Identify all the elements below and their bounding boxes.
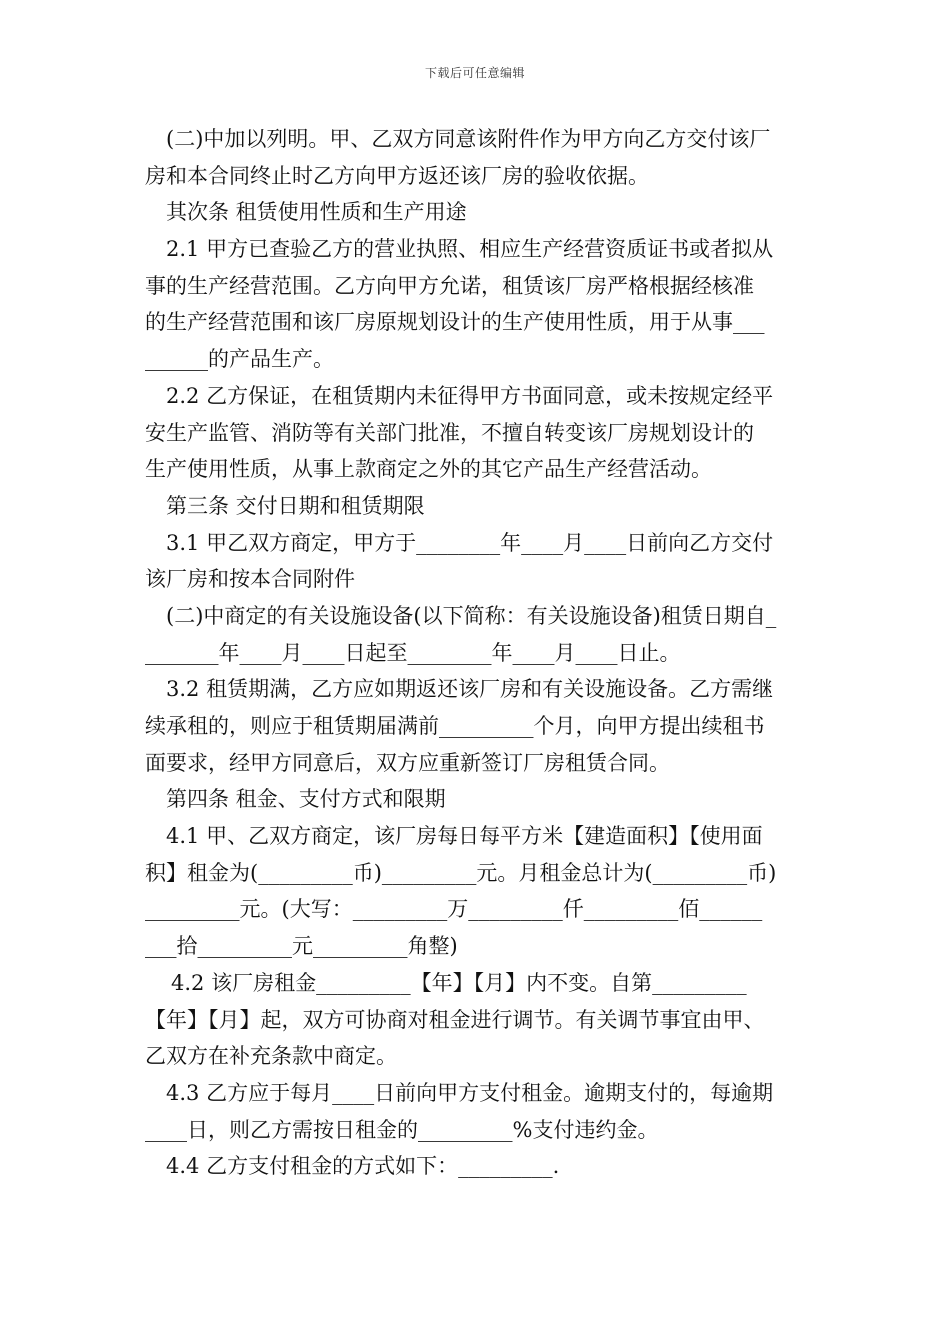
- document-line: 4.3 乙方应于每月____日前向甲方支付租金。逾期支付的，每逾期: [166, 1080, 774, 1105]
- document-line: 4.1 甲、乙双方商定，该厂房每日每平方米【建造面积】【使用面: [166, 824, 763, 849]
- document-line: (二)中商定的有关设施设备(以下简称：有关设施设备)租赁日期自_: [166, 603, 777, 628]
- document-line: ___拾_________元_________角整): [145, 934, 458, 959]
- document-body: [145, 121, 810, 1185]
- document-line: 4.4 乙方支付租金的方式如下：_________.: [166, 1154, 560, 1179]
- document-line: 面要求，经甲方同意后，双方应重新签订厂房租赁合同。: [145, 750, 670, 775]
- document-line: 2.2 乙方保证，在租赁期内未征得甲方书面同意，或未按规定经平: [166, 383, 774, 408]
- document-line: 积】租金为(_________币)_________元。月租金总计为(_________币): [145, 860, 777, 885]
- document-line: _______年____月____日起至________年____月____日止。: [145, 640, 681, 665]
- document-line: 4.2 该厂房租金_________【年】【月】内不变。自第_________: [171, 970, 747, 995]
- document-line: 生产使用性质，从事上款商定之外的其它产品生产经营活动。: [145, 457, 712, 482]
- document-line: 3.1 甲乙双方商定，甲方于________年____月____日前向乙方交付: [166, 530, 774, 555]
- document-line: ____日，则乙方需按日租金的_________%支付违约金。: [145, 1117, 659, 1142]
- document-line: 的生产经营范围和该厂房原规划设计的生产使用性质，用于从事___: [145, 310, 765, 335]
- document-line: 2.1 甲方已查验乙方的营业执照、相应生产经营资质证书或者拟从: [166, 237, 774, 262]
- document-line: 该厂房和按本合同附件: [145, 567, 355, 592]
- document-line: 续承租的，则应于租赁期届满前_________个月，向甲方提出续租书: [145, 714, 765, 738]
- document-line: 安生产监管、消防等有关部门批准，不擅自转变该厂房规划设计的: [145, 420, 754, 445]
- document-line: 【年】【月】起，双方可协商对租金进行调节。有关调节事宜由甲、: [145, 1007, 765, 1032]
- document-line: (二)中加以列明。甲、乙双方同意该附件作为甲方向乙方交付该厂: [166, 127, 771, 151]
- document-line: 第三条 交付日期和租赁期限: [166, 493, 425, 518]
- page-header: 下载后可任意编辑: [424, 66, 525, 80]
- document-line: 其次条 租赁使用性质和生产用途: [166, 200, 467, 225]
- document-line: 3.2 租赁期满，乙方应如期返还该厂房和有关设施设备。乙方需继: [166, 677, 774, 702]
- document-line: 房和本合同终止时乙方向甲方返还该厂房的验收依据。: [145, 163, 649, 188]
- document-line: 事的生产经营范围。乙方向甲方允诺，租赁该厂房严格根据经核准: [145, 273, 754, 298]
- document-line: ______的产品生产。: [145, 347, 334, 372]
- document-line: 乙双方在补充条款中商定。: [145, 1044, 397, 1069]
- document-line: _________元。(大写：_________万_________仟_________佰______: [145, 897, 763, 922]
- document-line: 第四条 租金、支付方式和限期: [166, 787, 446, 812]
